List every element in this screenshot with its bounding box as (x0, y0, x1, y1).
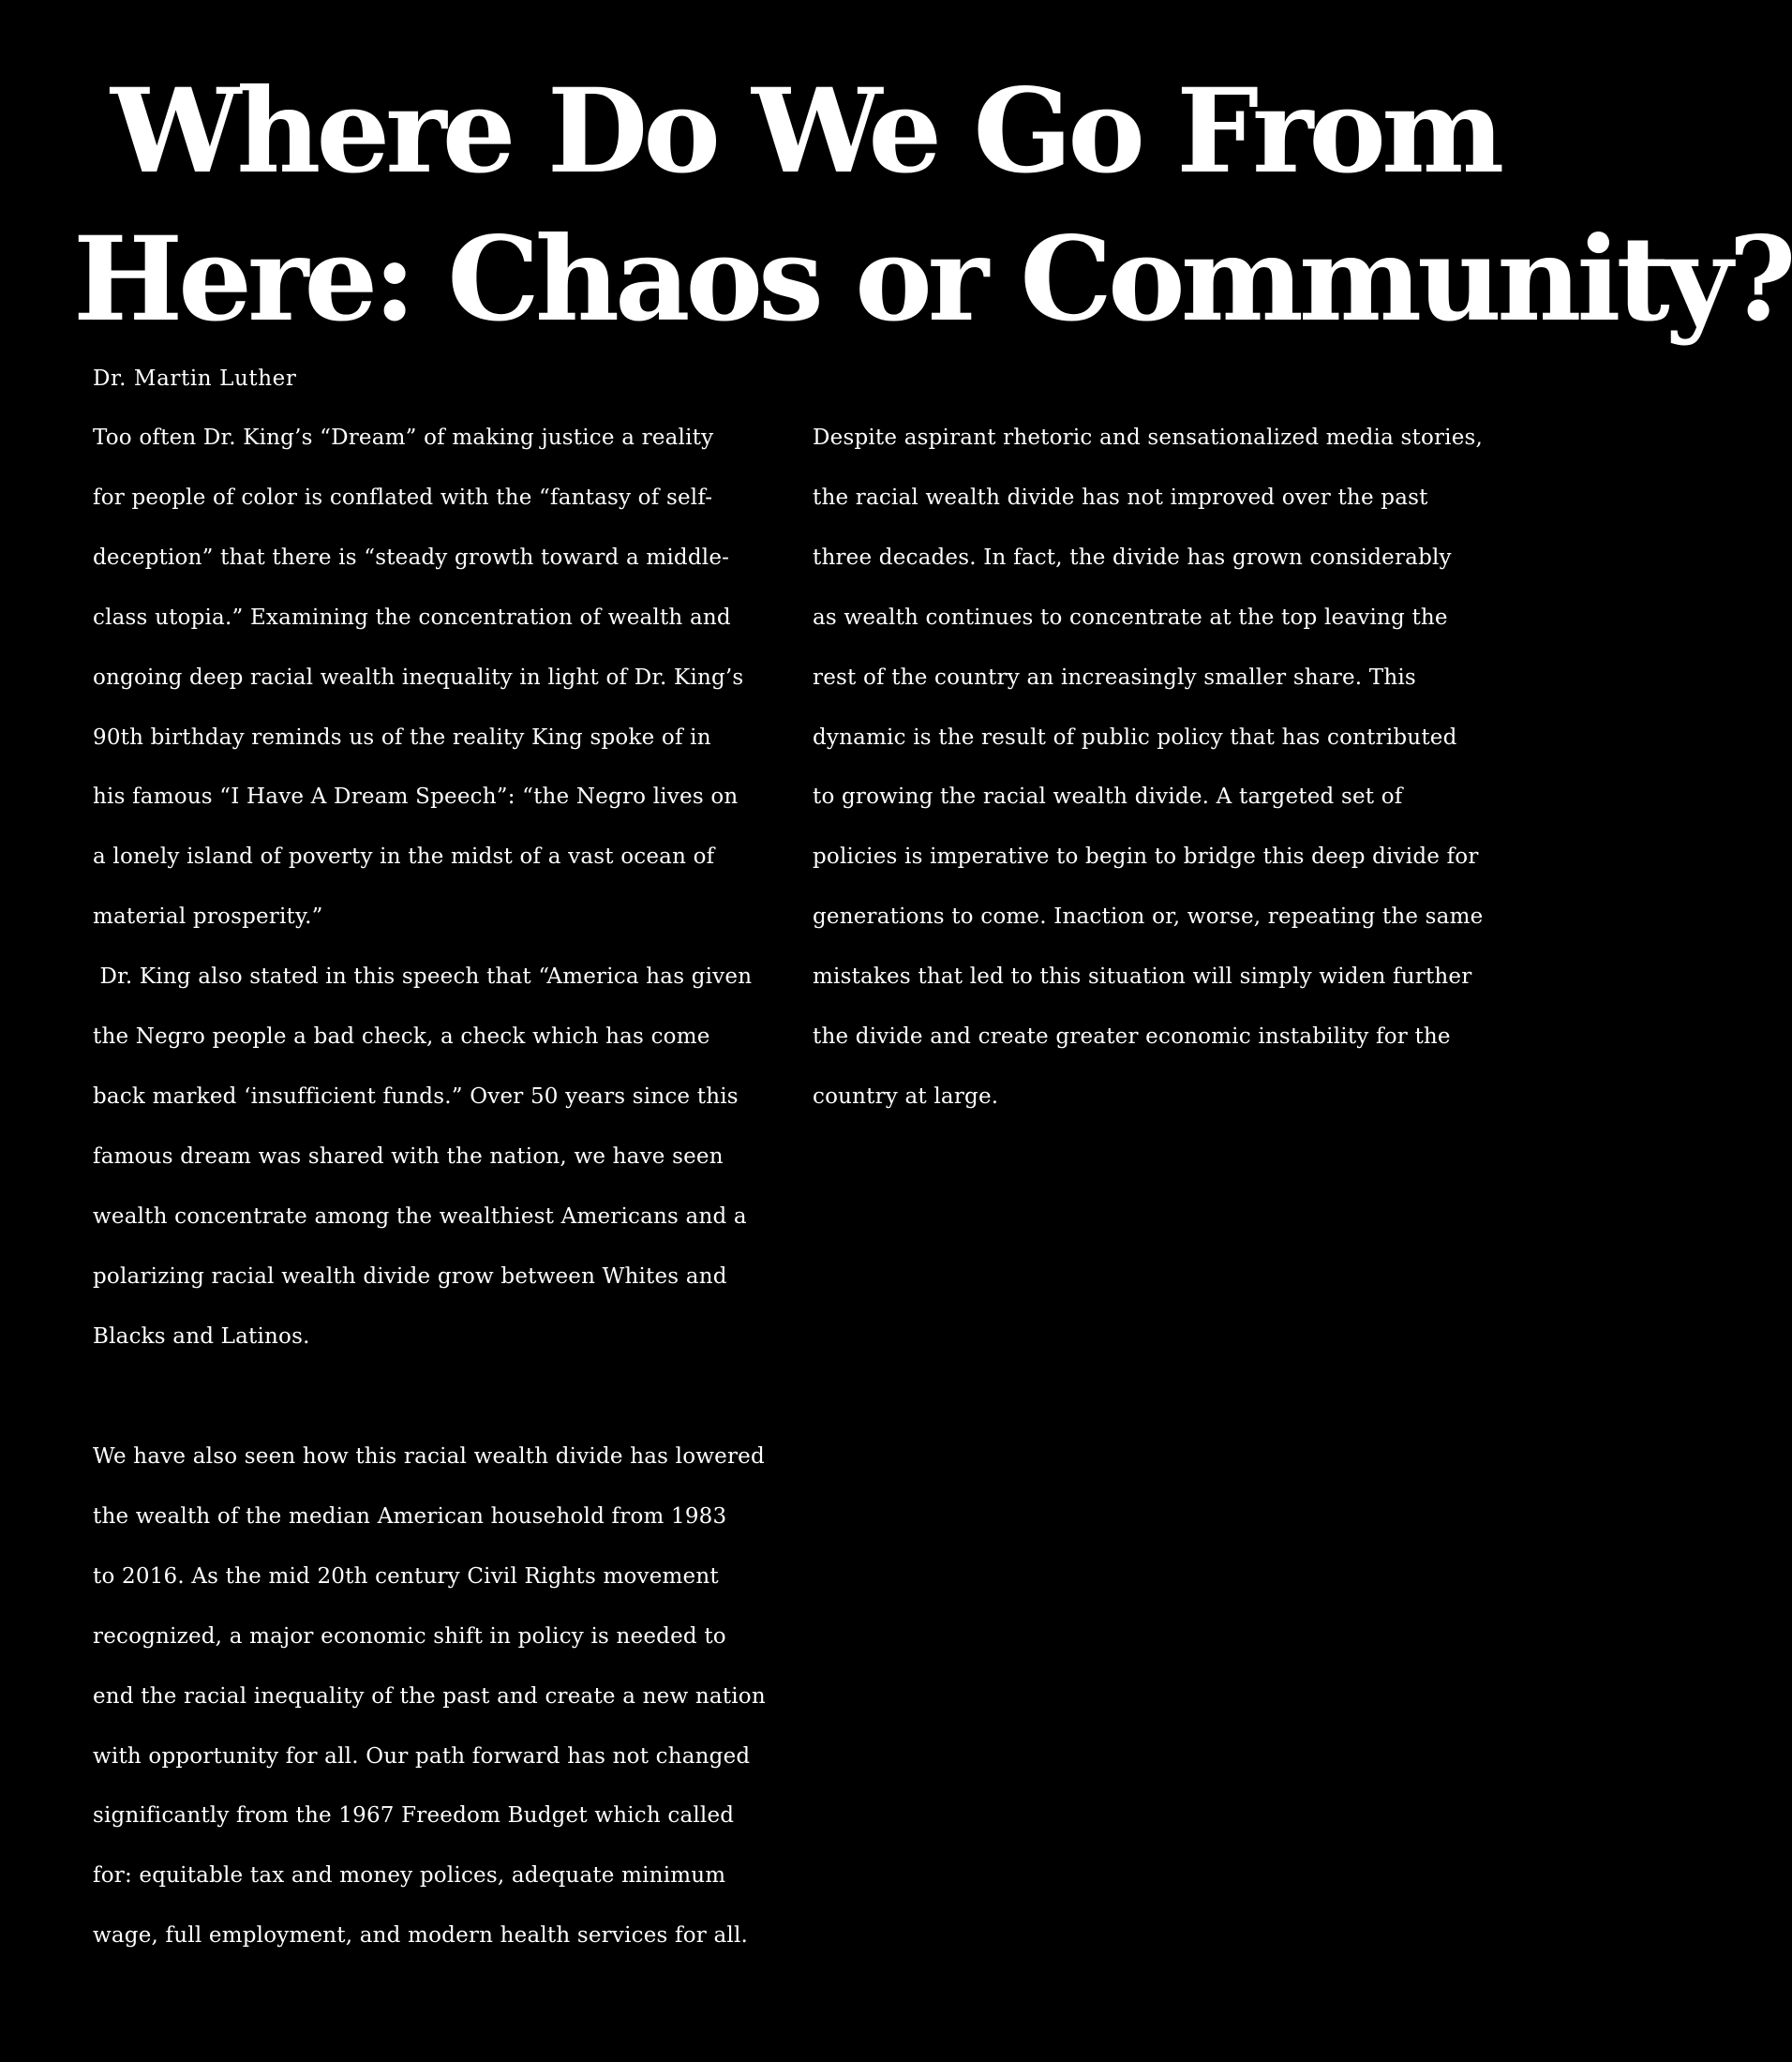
text-line: three decades. In fact, the divide has grown considerably (813, 545, 1452, 570)
text-line: recognized, a major economic shift in policy is needed to (93, 1623, 726, 1649)
text-line: as wealth continues to concentrate at the top leaving the (813, 605, 1448, 630)
text-line: for: equitable tax and money polices, adequate minimum (93, 1863, 726, 1889)
text-line: the Negro people a bad check, a check which has come (93, 1024, 710, 1050)
text-line: polarizing racial wealth divide grow between Whites and (93, 1263, 727, 1289)
text-line: ongoing deep racial wealth inequality in light of Dr. King’s (93, 665, 744, 690)
text-line: end the racial inequality of the past and create a new nation (93, 1683, 766, 1709)
text-line: Too often Dr. King’s “Dream” of making justice a reality (93, 426, 714, 450)
text-line: famous dream was shared with the nation, we have seen (93, 1143, 724, 1169)
text-line: to 2016. As the mid 20th century Civil Rights movement (93, 1563, 719, 1589)
text-line: back marked ‘insufficient funds.” Over 50 years since this (93, 1083, 739, 1109)
text-line: wage, full employment, and modern health services for all. (93, 1923, 749, 1949)
text-line: the racial wealth divide has not improved over the past (813, 485, 1428, 510)
text-line: Despite aspirant rhetoric and sensationalized media stories, (813, 426, 1484, 450)
text-line: a lonely island of poverty in the midst of a vast ocean of (93, 844, 715, 870)
left-column-paragraph-2 (93, 1427, 766, 1966)
text-line: for people of color is conflated with the “fantasy of self- (93, 485, 713, 510)
text-line: mistakes that led to this situation will simply widen further (813, 964, 1472, 990)
title-line: Here: Chaos or Community? (73, 212, 1792, 348)
text-line: Blacks and Latinos. (93, 1323, 310, 1349)
text-line: deception” that there is “steady growth toward a middle- (93, 545, 730, 570)
text-line: We have also seen how this racial wealth divide has lowered (93, 1444, 765, 1469)
text-line: material prosperity.” (93, 904, 323, 930)
text-line: generations to come. Inaction or, worse, repeating the same (813, 904, 1484, 930)
text-line: dynamic is the result of public policy that has contributed (813, 725, 1457, 750)
text-line: country at large. (813, 1083, 999, 1109)
text-line: rest of the country an increasingly smaller share. This (813, 665, 1416, 690)
right-column-paragraph-1 (813, 409, 1483, 1128)
author-byline: Dr. Martin Luther (93, 366, 297, 391)
text-line: the divide and create greater economic instability for the (813, 1024, 1451, 1050)
page-title (73, 58, 1792, 354)
text-line: policies is imperative to begin to bridge this deep divide for (813, 844, 1479, 870)
text-line: his famous “I Have A Dream Speech”: “the Negro lives on (93, 784, 739, 810)
text-line: the wealth of the median American household from 1983 (93, 1503, 727, 1529)
text-line: class utopia.” Examining the concentration of wealth and (93, 605, 731, 630)
text-line: Dr. King also stated in this speech that “America has given (93, 964, 753, 990)
text-line: to growing the racial wealth divide. A targeted set of (813, 784, 1403, 810)
left-column-paragraph-1 (93, 409, 752, 1367)
text-line: 90th birthday reminds us of the reality King spoke of in (93, 725, 711, 750)
text-line: wealth concentrate among the wealthiest Americans and a (93, 1203, 747, 1229)
text-line: with opportunity for all. Our path forward has not changed (93, 1743, 751, 1769)
text-line: significantly from the 1967 Freedom Budget which called (93, 1803, 735, 1829)
title-line: Where Do We Go From (111, 64, 1501, 200)
